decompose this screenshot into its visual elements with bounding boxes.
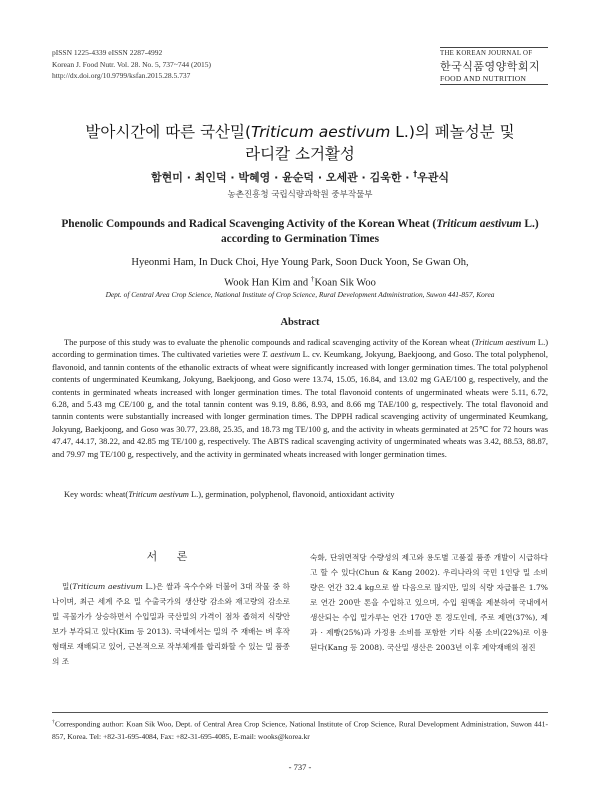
english-authors-line2: Wook Han Kim and bbox=[224, 277, 311, 289]
journal-name-en-top: THE KOREAN JOURNAL OF bbox=[440, 47, 548, 57]
abstract-text: L. cv. Keumkang, Jokyung, Baekjoong, and Goso. The total polyphenol, flavonoid, and tannin contents of the ethanolic extracts of wheat were significantly increased with longer germination times. The total polyphenol contents of ungerminated Keumkang, Jokyung, Baekjoong, and Goso were 13.74, 15.05, 16.84, and 13.02 mg GAE/100 g, respectively, and the contents in germinated wheats increased with longer germination times. The total flavonoid contents of ungerminated wheats were 5.11, 6.72, 6.28, and 5.43 mg CE/100 g, and the total tannin content was 9.19, 8.86, 8.93, and 8.66 mg TAE/100 g, respectively. The total flavonoid and tannin contents were substantially increased with longer germination times. The DPPH radical scavenging activity of ungerminated Keumkang, Jokyung, Baekjoong, and Goso was 30.77, 23.88, 25.35, and 18.73 mg TE/100 g, and the activity in wheats germinated at 25℃ for 72 hours was 47.47, 44.17, 38.22, and 42.85 mg TE/100 g, respectively. The ABTS radical scavenging activity of ungerminated wheats was 3.42, 88.53, 88.87, and 79.97 mg TE/100 g, respectively, and the activity in germinated wheats increased with longer germination times. bbox=[52, 349, 548, 459]
page-number: - 737 - bbox=[288, 762, 312, 772]
korean-corresponding-author: 우관식 bbox=[417, 171, 450, 184]
intro-text: L.)은 쌀과 옥수수와 더불어 3대 작물 중 하나이며, 최근 세계 주요 밀 수출국가의 생산량 감소와 재고량의 감소로 밀 곡물가가 상승하면서 수입밀과 국산밀의 가격이 점차 좁혀져 식량안보가 부각되고 있다(Kim 등 2013). 국내에서는 밀의 주 재배는 벼 후작 형태로 재배되고 있어, 근본적으로 작부체계를 합리화할 수 있는 밀 품종의 조 bbox=[52, 582, 290, 666]
issn-line: pISSN 1225-4339 eISSN 2287-4992 bbox=[52, 48, 163, 57]
korean-title bbox=[0, 121, 600, 165]
abstract-heading: Abstract bbox=[280, 317, 320, 328]
korean-affiliation: 농촌진흥청 국립식량과학원 중부작물부 bbox=[227, 190, 373, 200]
corresponding-mark: † bbox=[310, 274, 315, 283]
korean-authors bbox=[0, 169, 600, 185]
intro-text: 밀( bbox=[62, 582, 73, 591]
english-title-species: Triticum aestivum bbox=[436, 218, 522, 230]
english-corresponding-author: Koan Sik Woo bbox=[314, 277, 376, 289]
english-authors bbox=[40, 255, 560, 292]
corresponding-mark: † bbox=[413, 169, 418, 179]
footnote-text: Corresponding author: Koan Sik Woo, Dept. of Central Area Crop Science, National Institute of Crop Science, Rural Development Administration, Suwon 441-857, Korea. Tel: +82-31-695-4084, Fax: +82-31-695-4085, E-mail: wooks@korea.kr bbox=[52, 719, 548, 741]
english-affiliation: Dept. of Central Area Crop Science, National Institute of Crop Science, Rural Development Administration, Suwon 441-857, Korea bbox=[105, 290, 495, 299]
abstract-text: L.) according to germination times. The cultivated varieties were bbox=[52, 337, 549, 360]
english-title-line2: according to Germination Times bbox=[220, 233, 380, 245]
keywords-list: L.), germination, polyphenol, flavonoid, antioxidant activity bbox=[188, 489, 395, 499]
english-authors-line1: Hyeonmi Ham, In Duck Choi, Hye Young Park, Soon Duck Yoon, Se Gwan Oh, bbox=[131, 257, 469, 268]
english-title-part: L.) bbox=[521, 218, 539, 230]
intro-right-column bbox=[310, 550, 548, 655]
abstract-text: The purpose of this study was to evaluate the phenolic compounds and radical scavenging activity of the Korean wheat ( bbox=[64, 337, 475, 347]
korean-author-list: 함현미 · 최인덕 · 박혜영 · 윤순덕 · 오세관 · 김욱한 · bbox=[150, 171, 414, 184]
keywords-label: Key words: wheat( bbox=[64, 489, 129, 499]
abstract-body bbox=[52, 336, 548, 460]
journal-masthead bbox=[440, 47, 548, 85]
corresponding-footnote bbox=[52, 716, 548, 743]
citation-line: Korean J. Food Nutr. Vol. 28. No. 5, 737~744 (2015) bbox=[52, 59, 211, 69]
corresponding-mark: † bbox=[52, 719, 56, 725]
intro-heading: 서 론 bbox=[146, 550, 196, 563]
keywords bbox=[52, 488, 548, 500]
doi-link[interactable]: http://dx.doi.org/10.9799/ksfan.2015.28.5.737 bbox=[52, 71, 191, 80]
abstract-species: Triticum aestivum bbox=[474, 337, 536, 347]
intro-left-column bbox=[52, 552, 290, 669]
journal-name-en-bottom: FOOD AND NUTRITION bbox=[440, 74, 548, 85]
korean-title-part: 발아시간에 따른 국산밀( bbox=[85, 123, 252, 141]
journal-name-ko: 한국식품영양학회지 bbox=[440, 60, 541, 73]
intro-text-right: 숙화, 단위면적당 수량성의 제고와 용도별 고품질 품종 개발이 시급하다고 할 수 있다(Chun & Kang 2002). 우리나라의 국민 1인당 밀 소비량은 연간 32.4 kg으로 쌀 다음으로 많지만, 밀의 식량 자급률은 1.7%로 연간 200만 톤을 수입하고 있으며, 수입 원맥을 제분하여 국내에서 생산되는 수입 밀가루는 연간 170만 톤 정도인데, 주로 제면(37%), 제과 · 제빵(25%)과 가정용 소비를 포함한 기타 식품 소비(22%)로 이용된다(Kang 등 2008). 국산밀 생산은 2003년 이후 계약재배의 점진 bbox=[310, 553, 548, 652]
intro-species: Triticum aestivum bbox=[72, 582, 143, 591]
english-title-part: Phenolic Compounds and Radical Scavenging Activity of the Korean Wheat ( bbox=[61, 218, 437, 230]
english-title bbox=[40, 217, 560, 247]
footnote-divider bbox=[52, 712, 548, 713]
keywords-species: Triticum aestivum bbox=[128, 489, 189, 499]
abstract-species: T. aestivum bbox=[261, 349, 301, 360]
publication-meta bbox=[52, 47, 211, 82]
korean-title-line2: 라디칼 소거활성 bbox=[245, 145, 355, 163]
korean-title-species: Triticum aestivum bbox=[251, 123, 391, 141]
korean-title-part: L.)의 페놀성분 및 bbox=[390, 123, 515, 141]
